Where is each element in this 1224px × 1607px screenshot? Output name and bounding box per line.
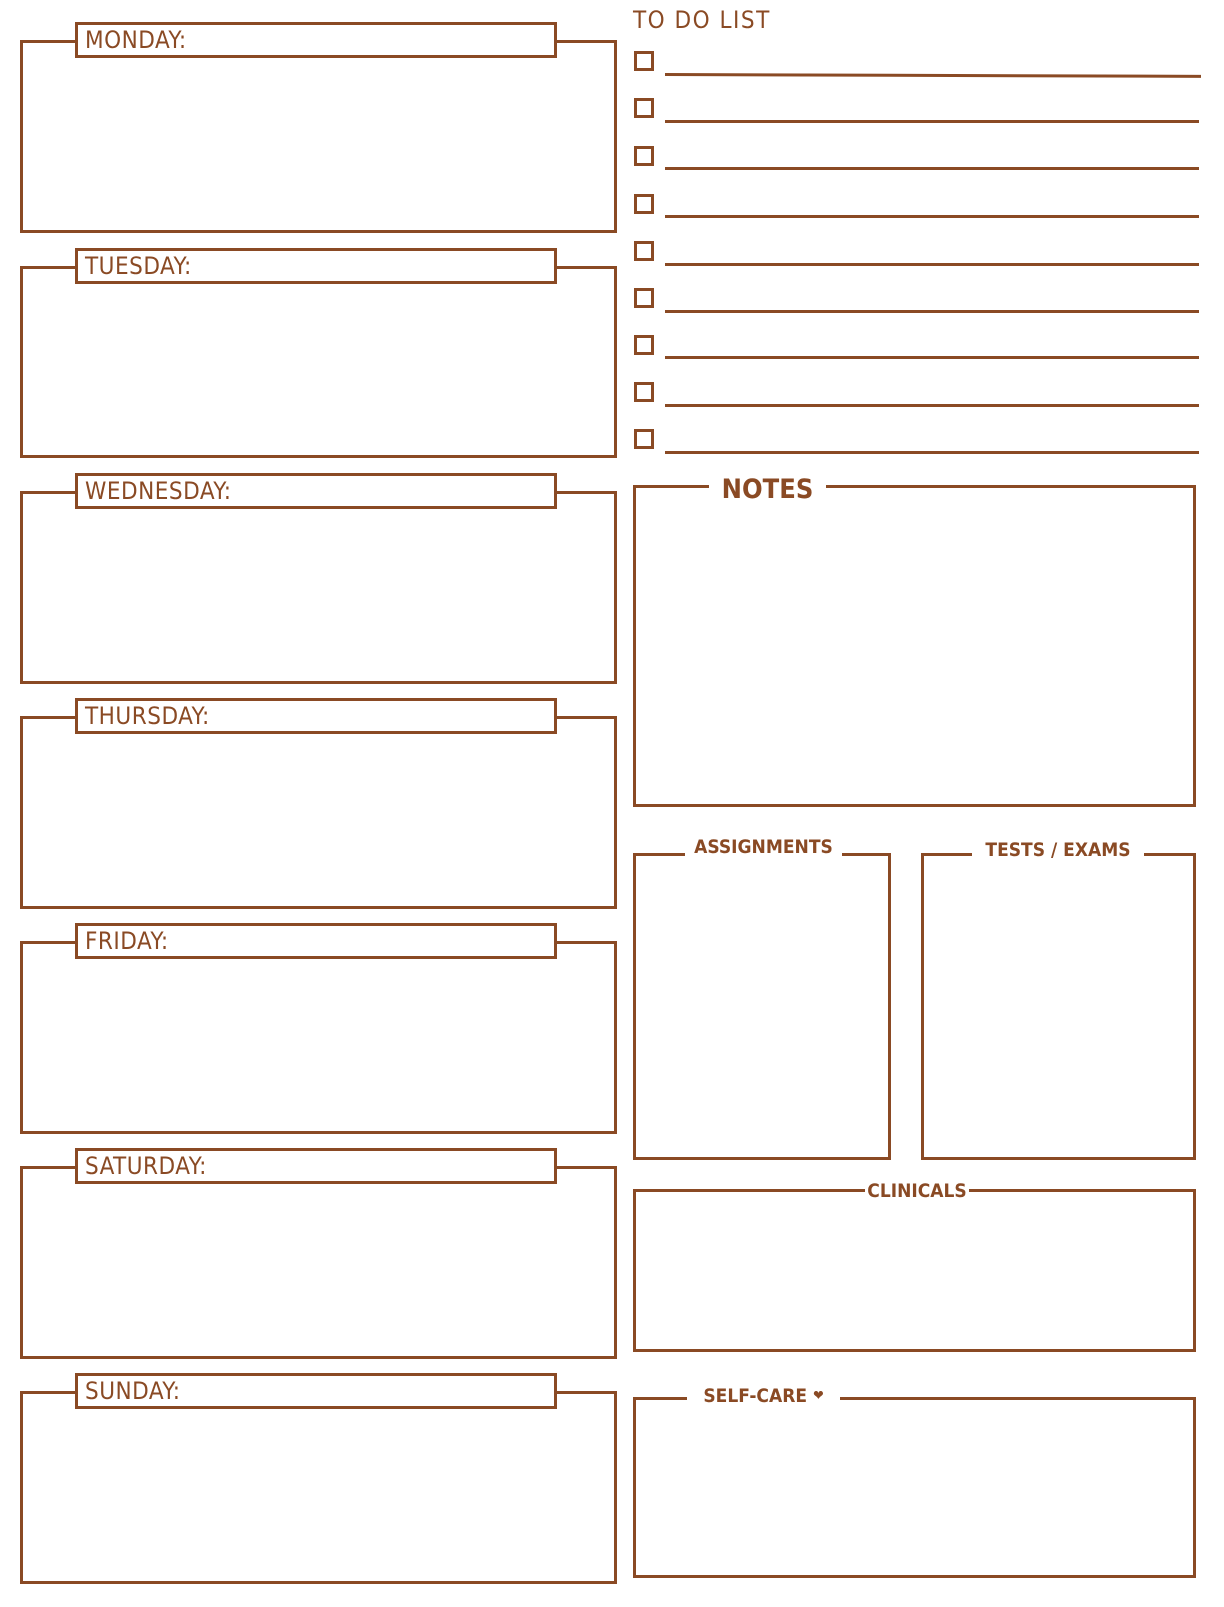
todo-line[interactable]	[665, 310, 1199, 313]
day-box-tuesday[interactable]	[20, 266, 617, 458]
tests-box[interactable]	[921, 853, 1196, 1160]
day-box-monday[interactable]	[20, 40, 617, 233]
day-box-saturday[interactable]	[20, 1166, 617, 1359]
checkbox-icon[interactable]	[634, 146, 654, 166]
day-label-friday: FRIDAY:	[75, 923, 557, 959]
day-label-sunday: SUNDAY:	[75, 1373, 557, 1409]
notes-title: NOTES	[709, 472, 826, 508]
checkbox-icon[interactable]	[634, 194, 654, 214]
day-label-tuesday: TUESDAY:	[75, 248, 557, 284]
checkbox-icon[interactable]	[634, 241, 654, 261]
checkbox-icon[interactable]	[634, 51, 654, 71]
clinicals-title: CLINICALS	[865, 1176, 969, 1206]
day-box-sunday[interactable]	[20, 1391, 617, 1584]
todo-line[interactable]	[665, 356, 1199, 359]
selfcare-label: SELF-CARE	[703, 1385, 808, 1407]
notes-box[interactable]	[633, 485, 1196, 807]
todo-line[interactable]	[665, 73, 1201, 78]
todo-title: TO DO LIST	[633, 6, 771, 34]
checkbox-icon[interactable]	[634, 429, 654, 449]
day-label-thursday: THURSDAY:	[75, 698, 557, 734]
todo-line[interactable]	[665, 404, 1199, 407]
checkbox-icon[interactable]	[634, 335, 654, 355]
checkbox-icon[interactable]	[634, 288, 654, 308]
selfcare-box[interactable]	[633, 1397, 1196, 1578]
todo-line[interactable]	[665, 215, 1199, 218]
todo-line[interactable]	[665, 167, 1199, 170]
assignments-title: ASSIGNMENTS	[685, 832, 842, 862]
heart-icon: ❤	[813, 1388, 824, 1404]
day-box-wednesday[interactable]	[20, 491, 617, 684]
day-label-wednesday: WEDNESDAY:	[75, 473, 557, 509]
clinicals-box[interactable]	[633, 1189, 1196, 1352]
todo-line[interactable]	[665, 263, 1199, 266]
day-box-thursday[interactable]	[20, 716, 617, 909]
selfcare-title	[687, 1381, 840, 1411]
todo-line[interactable]	[665, 120, 1199, 123]
day-box-friday[interactable]	[20, 941, 617, 1134]
checkbox-icon[interactable]	[634, 98, 654, 118]
checkbox-icon[interactable]	[634, 382, 654, 402]
todo-line[interactable]	[665, 451, 1199, 454]
tests-title: TESTS / EXAMS	[972, 835, 1144, 865]
assignments-box[interactable]	[633, 853, 891, 1160]
day-label-saturday: SATURDAY:	[75, 1148, 557, 1184]
day-label-monday: MONDAY:	[75, 22, 557, 58]
